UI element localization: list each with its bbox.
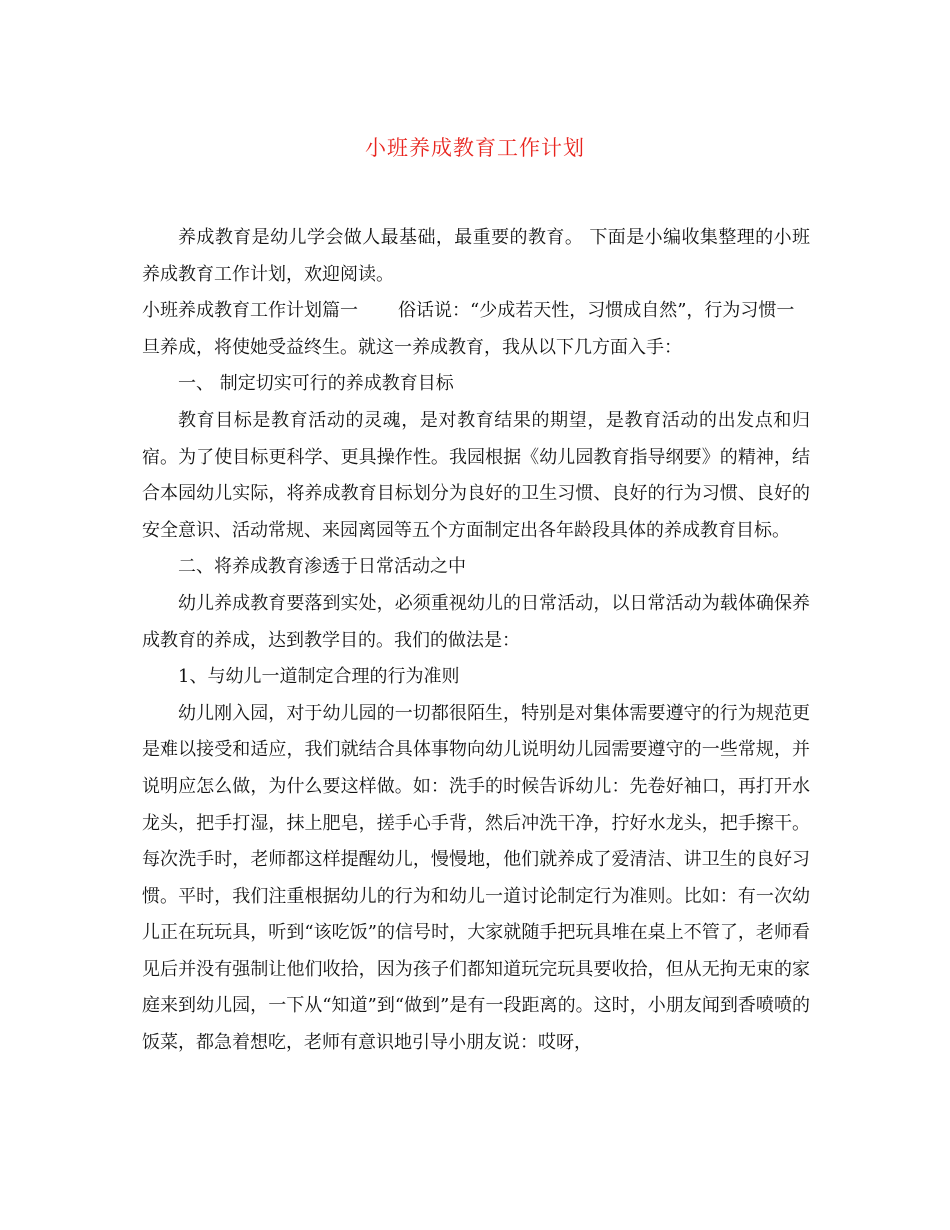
section-opening: 俗话说：“少成若天性，习惯成自然”，行为习惯一 xyxy=(398,300,795,322)
intro-paragraph: 养成教育是幼儿学会做人最基础，最重要的教育。 下面是小编收集整理的小班养成教育工作计划，欢迎阅读。 xyxy=(142,227,810,285)
document-body xyxy=(142,220,810,1062)
section-opening-continued: 旦养成，将使她受益终生。就这一养成教育，我从以下几方面入手： xyxy=(142,336,682,358)
paragraph-1: 教育目标是教育活动的灵魂，是对教育结果的期望，是教育活动的出发点和归宿。为了使目标更科学、更具操作性。我园根据《幼儿园教育指导纲要》的精神，结合本园幼儿实际，将养成教育目标划分为良好的卫生习惯、良好的行为习惯、良好的安全意识、活动常规、来园离园等五个方面制定出各年龄段具体的养成教育目标。 xyxy=(142,409,810,541)
paragraph-3: 幼儿刚入园，对于幼儿园的一切都很陌生，特别是对集体需要遵守的行为规范更是难以接受和适应，我们就结合具体事物向幼儿说明幼儿园需要遵守的一些常规，并说明应怎么做，为什么要这样做。如：洗手的时候告诉幼儿：先卷好袖口，再打开水龙头，把手打湿，抹上肥皂，搓手心手背，然后冲洗干净，拧好水龙头，把手擦干。每次洗手时，老师都这样提醒幼儿，慢慢地，他们就养成了爱清洁、讲卫生的良好习惯。平时，我们注重根据幼儿的行为和幼儿一道讨论制定行为准则。比如：有一次幼儿正在玩玩具，听到“该吃饭”的信号时，大家就随手把玩具堆在桌上不管了，老师看见后并没有强制让他们收拾，因为孩子们都知道玩完玩具要收拾，但从无拘无束的家庭来到幼儿园，一下从“知道”到“做到”是有一段距离的。这时，小朋友闻到香喷喷的饭菜，都急着想吃，老师有意识地引导小朋友说：哎呀， xyxy=(142,702,810,1054)
heading-1: 一、 制定切实可行的养成教育目标 xyxy=(178,373,454,395)
heading-2: 二、将养成教育渗透于日常活动之中 xyxy=(178,556,466,578)
document-title: 小班养成教育工作计划 xyxy=(365,136,585,160)
paragraph-2: 幼儿养成教育要落到实处，必须重视幼儿的日常活动，以日常活动为载体确保养成教育的养成，达到教学目的。我们的做法是： xyxy=(142,592,810,651)
section-heading-line xyxy=(142,293,810,330)
heading-3: 1、与幼儿一道制定合理的行为准则 xyxy=(178,666,460,688)
section-heading: 小班养成教育工作计划篇一 xyxy=(142,300,358,322)
